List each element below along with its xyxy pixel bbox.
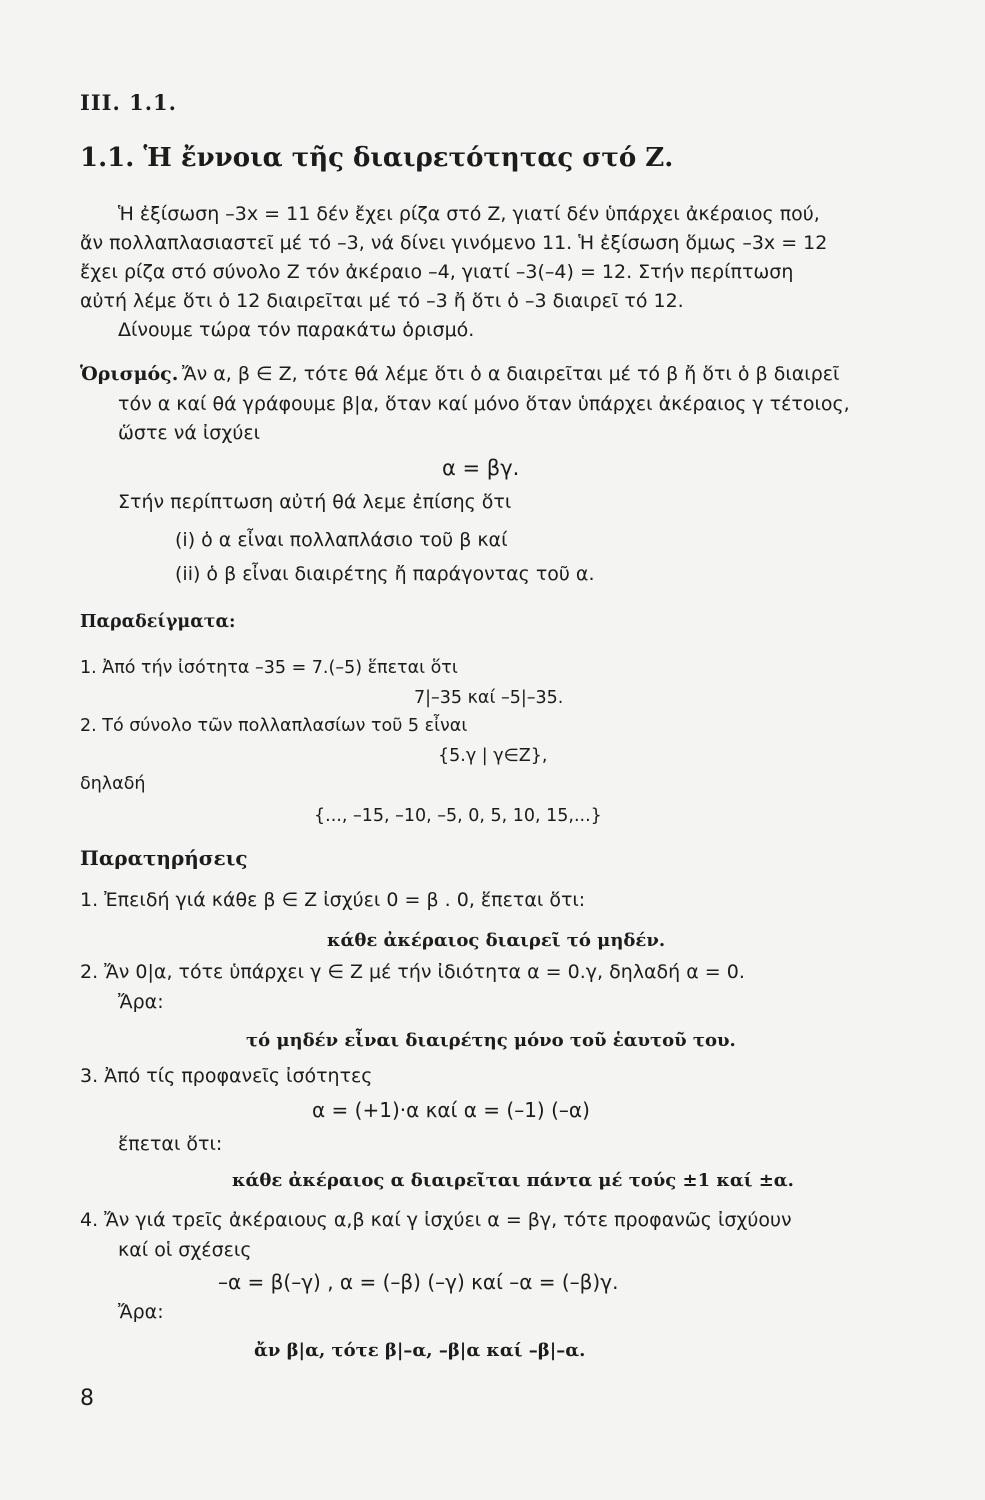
remark-4-formula: –α = β(–γ) , α = (–β) (–γ) καί –α = (–β)γ. — [218, 1270, 619, 1294]
definition-label: Ὁρισμός. — [80, 363, 179, 385]
remark-1: 1. Ἐπειδή γιά κάθε β ∈ Z ἰσχύει 0 = β . 0, ἕπεται ὅτι: — [80, 889, 586, 911]
definition-line-3: ὥστε νά ἰσχύει — [118, 422, 261, 444]
remark-4-line-1: 4. Ἄν γιά τρεῖς ἀκέραιους α,β καί γ ἰσχύει α = βγ, τότε προφανῶς ἰσχύουν — [80, 1209, 792, 1231]
definition-line-2: τόν α καί θά γράφουμε β|α, ὅταν καί μόνο ὅταν ὑπάρχει ἀκέραιος γ τέτοιος, — [118, 393, 850, 415]
remark-3: 3. Ἀπό τίς προφανεῖς ἰσότητες — [80, 1065, 373, 1087]
remark-4-bold: ἄν β|α, τότε β|–α, –β|α καί –β|–α. — [254, 1340, 586, 1361]
remark-4-ara: Ἄρα: — [118, 1301, 164, 1323]
example-1: 1. Ἀπό τήν ἰσότητα –35 = 7.(–5) ἕπεται ὅτι — [80, 658, 458, 678]
definition-item-2: (ii) ὁ β εἶναι διαιρέτης ἤ παράγοντας τοῦ α. — [175, 563, 595, 585]
definition-formula: α = βγ. — [442, 456, 520, 480]
example-2-namely: δηλαδή — [80, 774, 146, 794]
remark-3-formula: α = (+1)·α καί α = (–1) (–α) — [312, 1098, 590, 1122]
remark-3-bold: κάθε ἀκέραιος α διαιρεῖται πάντα μέ τούς ±1 καί ±α. — [232, 1170, 794, 1191]
intro-line-1: Ἡ ἐξίσωση –3x = 11 δέν ἔχει ρίζα στό Z, γιατί δέν ὑπάρχει ἀκέραιος πού, — [118, 203, 820, 225]
remark-2: 2. Ἄν 0|α, τότε ὑπάρχει γ ∈ Z μέ τήν ἰδιότητα α = 0.γ, δηλαδή α = 0. — [80, 961, 745, 983]
definition-line-1: Ἄν α, β ∈ Z, τότε θά λέμε ὅτι ὁ α διαιρεῖται μέ τό β ἤ ὅτι ὁ β διαιρεῖ — [182, 363, 840, 385]
definition-item-1: (i) ὁ α εἶναι πολλαπλάσιο τοῦ β καί — [175, 529, 508, 551]
remark-1-bold: κάθε ἀκέραιος διαιρεῖ τό μηδέν. — [327, 930, 666, 951]
page-number: 8 — [80, 1386, 94, 1411]
intro-line-4: αὐτή λέμε ὅτι ὁ 12 διαιρεῖται μέ τό –3 ἤ ὅτι ὁ –3 διαιρεῖ τό 12. — [80, 290, 684, 312]
example-2-list: {..., –15, –10, –5, 0, 5, 10, 15,...} — [314, 806, 602, 826]
example-1-result: 7|–35 καί –5|–35. — [414, 688, 564, 708]
intro-line-2: ἄν πολλαπλασιαστεῖ μέ τό –3, νά δίνει γινόμενο 11. Ἡ ἐξίσωση ὅμως –3x = 12 — [80, 232, 828, 254]
definition-line-4: Στήν περίπτωση αὐτή θά λεμε ἐπίσης ὅτι — [118, 491, 512, 513]
intro-line-5: Δίνουμε τώρα τόν παρακάτω ὁρισμό. — [118, 319, 475, 341]
remark-2-bold: τό μηδέν εἶναι διαιρέτης μόνο τοῦ ἑαυτοῦ του. — [246, 1030, 736, 1051]
example-2: 2. Τό σύνολο τῶν πολλαπλασίων τοῦ 5 εἶναι — [80, 716, 468, 736]
example-2-set: {5.γ | γ∈Z}, — [438, 746, 548, 766]
remarks-heading: Παρατηρήσεις — [80, 846, 248, 870]
remark-2-ara: Ἄρα: — [118, 991, 164, 1013]
running-head: III. 1.1. — [80, 90, 177, 115]
section-title: 1.1. Ἡ ἔννοια τῆς διαιρετότητας στό Ζ. — [80, 143, 674, 173]
remark-4-line-2: καί οἱ σχέσεις — [118, 1239, 252, 1261]
remark-3-follows: ἕπεται ὅτι: — [118, 1133, 223, 1155]
intro-line-3: ἔχει ρίζα στό σύνολο Z τόν ἀκέραιο –4, γιατί –3(–4) = 12. Στήν περίπτωση — [80, 261, 794, 283]
examples-heading: Παραδείγματα: — [80, 612, 236, 632]
